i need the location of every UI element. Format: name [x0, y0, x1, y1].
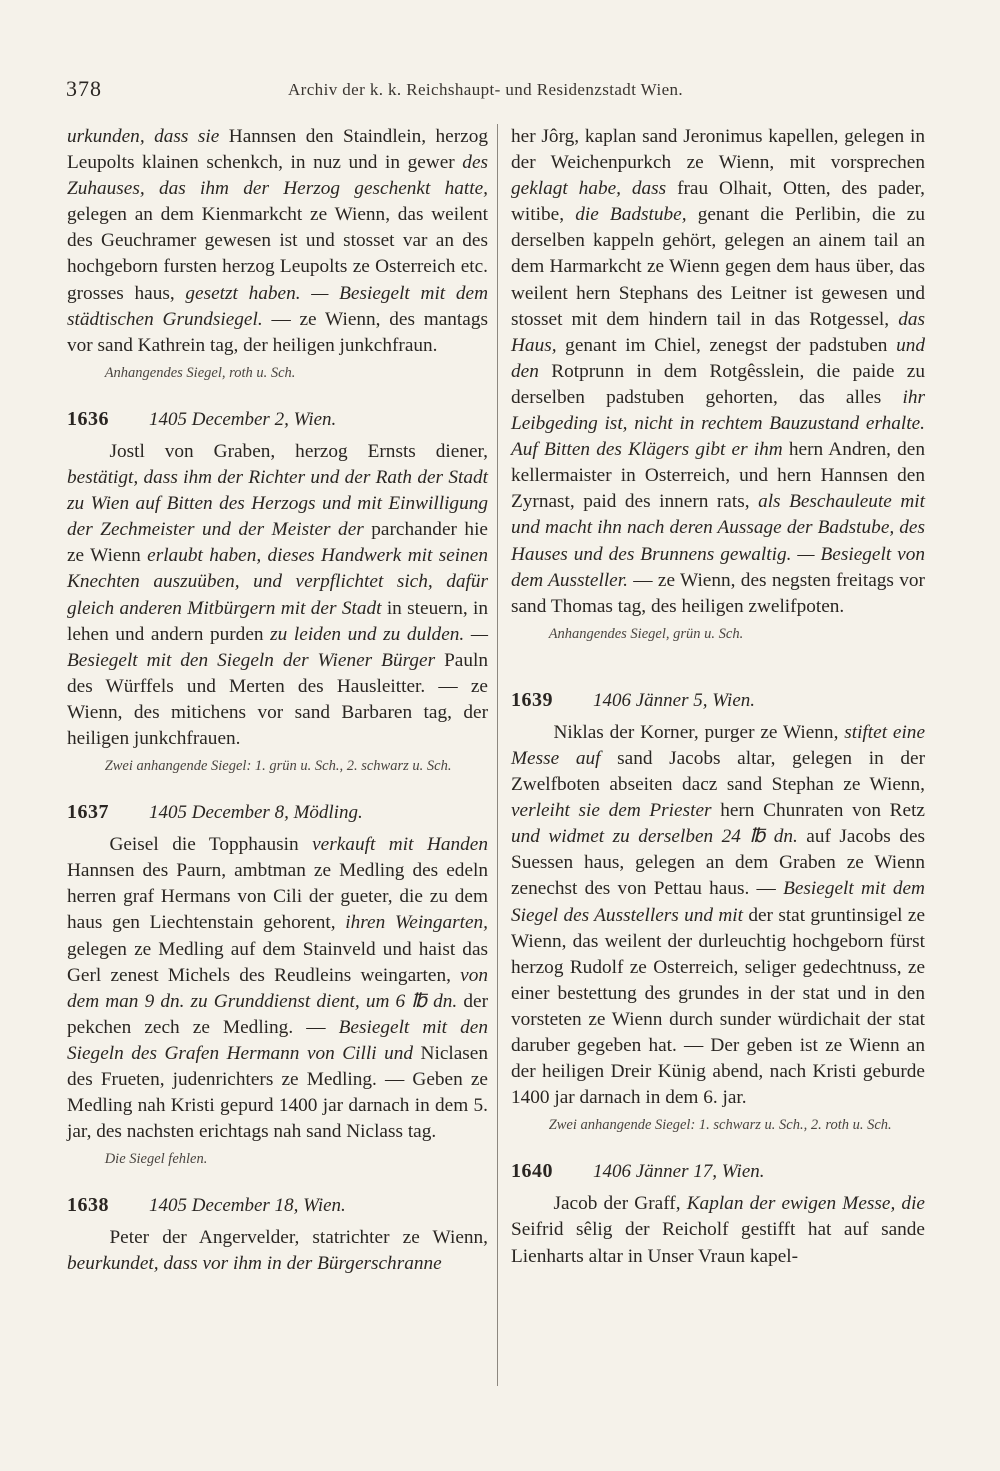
- entry-text: Peter der Angervelder, statrichter ze Wienn, beurkundet, dass vor ihm in der Bürgerschranne: [67, 1227, 488, 1275]
- seal-note: Zwei anhangende Siegel: 1. grün u. Sch., 2. schwarz u. Sch.: [104, 758, 452, 775]
- seal-note: Anhangendes Siegel, roth u. Sch.: [104, 364, 296, 381]
- entry-date: 1406 Jänner 5, Wien.: [593, 689, 756, 711]
- running-title: Archiv der k. k. Reichshaupt- und Residenzstadt Wien.: [288, 80, 684, 99]
- page-number: 378: [66, 76, 102, 101]
- entry-number: 1639: [511, 688, 553, 711]
- entry-heading: [67, 799, 488, 826]
- entry-heading: [511, 1158, 925, 1185]
- entry-text: Jacob der Graff, Kaplan der ewigen Messe, die Seifrid sêlig der Reicholf gestifft hat auf sande Lienharts altar in Unser Vraun kapel-: [511, 1193, 925, 1267]
- entry-date: 1405 December 8, Mödling.: [149, 802, 363, 824]
- page-header: [66, 76, 920, 110]
- seal-note: Zwei anhangende Siegel: 1. schwarz u. Sch., 2. roth u. Sch.: [548, 1117, 892, 1134]
- entry-text: Jostl von Graben, herzog Ernsts diener, bestätigt, dass ihm der Richter und der Rath der Stadt zu Wien auf Bitten des Herzogs und mit Einwilligung der Zechmeister und der Meister der parchander hie ze Wienn erlaubt haben, dieses Handwerk mit seinen Knechten auszuüben, und verpflichtet sich, dafür gleich anderen Mitbürgern mit der Stadt in steuern, in lehen und andern purden zu leiden und zu dulden. — Besiegelt mit den Siegeln der Wiener Bürger Pauln des Würffels und Merten des Hausleitter. — ze Wienn, des mitichens vor sand Barbaren tag, der heiligen junkchfrauen.: [67, 440, 488, 749]
- entry-number: 1640: [511, 1160, 553, 1183]
- entry-date: 1405 December 2, Wien.: [149, 408, 337, 430]
- entry-number: 1637: [67, 801, 109, 824]
- continued-text: her Jôrg, kaplan sand Jeronimus kapellen, gelegen in der Weichenpurkch ze Wienn, mit vorsprechen geklagt habe, dass frau Olhait, Otten, des pader, witibe, die Badstube, genant die Perlibin, die zu derselben kappeln gehört, gelegen an ainem tail an dem Harmarkcht ze Wienn gegen dem haus über, das weilent hern Stephans des Leitner ist gewesen und stosset mit dem hindern tail in das Rotgessel, das Haus, genant im Chiel, zenegst der padstuben und den Rotprunn in dem Rotgêsslein, die paide zu derselben padstuben gehorten, das alles ihr Leibgeding ist, nicht in rechtem Bauzustand erhalte. Auf Bitten des Klägers gibt er ihm hern Andren, den kellermaister in Osterreich, und hern Hannsen den Zyrnast, paid des innern rats, als Beschauleute mit und macht ihn nach deren Aussage der Badstube, des Hauses und des Brunnens gewaltig. — Besiegelt von dem Aussteller. — ze Wienn, des negsten freitags vor sand Thomas tag, des heiligen zwelifpoten.: [511, 126, 925, 617]
- left-column: [67, 124, 488, 1278]
- continued-text: urkunden, dass sie Hannsen den Staindlein, herzog Leupolts klainen schenkch, in nuz und in gewer des Zuhauses, das ihm der Herzog geschenkt hatte, gelegen an dem Kienmarkcht ze Wienn, das weilent des Geuchramer gewesen ist und stosset var an des hochgeborn fursten herzog Leupolts ze Osterreich etc. grosses haus, gesetzt haben. — Besiegelt mit dem städtischen Grundsiegel. — ze Wienn, des mantags vor sand Kathrein tag, der heiligen junkchfraun.: [67, 126, 489, 356]
- seal-note: Anhangendes Siegel, grün u. Sch.: [548, 625, 744, 642]
- entry-date: 1405 December 18, Wien.: [149, 1195, 346, 1217]
- column-divider: [497, 124, 498, 1386]
- entry-heading: [511, 687, 925, 714]
- entry-number: 1638: [67, 1194, 109, 1217]
- entry-text: Niklas der Korner, purger ze Wienn, stiftet eine Messe auf sand Jacobs altar, gelegen in der Zwelfboten abseiten dacz sand Stephan ze Wienn, verleiht sie dem Priester hern Chunraten von Retz und widmet zu derselben 24 ℔ dn. auf Jacobs des Suessen haus, gelegen an dem Graben ze Wienn zenechst des von Pettau haus. — Besiegelt mit dem Siegel des Ausstellers und mit der stat gruntinsigel ze Wienn, das weilent der durleuchtig hochgeborn fürst herzog Rudolf ze Osterreich, seliger gedechtnuss, ze einer bestettung des grundes in der stat und in den vorsteten ze Wienn durch sunder würdichait der stat daruber gegeben hat. — Der geben ist ze Wienn an der heiligen Dreir Künig abend, nach Kristi geburde 1400 jar darnach in dem 6. jar.: [511, 721, 926, 1109]
- entry-number: 1636: [67, 407, 109, 430]
- right-column: [511, 124, 925, 1270]
- entry-heading: [67, 406, 488, 433]
- seal-note: Die Siegel fehlen.: [104, 1151, 208, 1168]
- entry-heading: [67, 1192, 488, 1219]
- entry-date: 1406 Jänner 17, Wien.: [593, 1161, 765, 1183]
- entry-text: Geisel die Topphausin verkauft mit Handen Hannsen des Paurn, ambtman ze Medling des edeln herren graf Hermans von Cili der gueter, die zu dem haus gen Liechtenstain gehorent, ihren Weingarten, gelegen ze Medling auf dem Stainveld und haist das Gerl zenest Michels des Reudleins weingarten, von dem man 9 dn. zu Grunddienst dient, um 6 ℔ dn. der pekchen zech ze Medling. — Besiegelt mit den Siegeln des Grafen Hermann von Cilli und Niclasen des Frueten, judenrichters ze Medling. — Geben ze Medling nah Kristi gepurd 1400 jar darnach in dem 5. jar, des nachsten erichtags nah sand Niclass tag.: [67, 834, 488, 1143]
